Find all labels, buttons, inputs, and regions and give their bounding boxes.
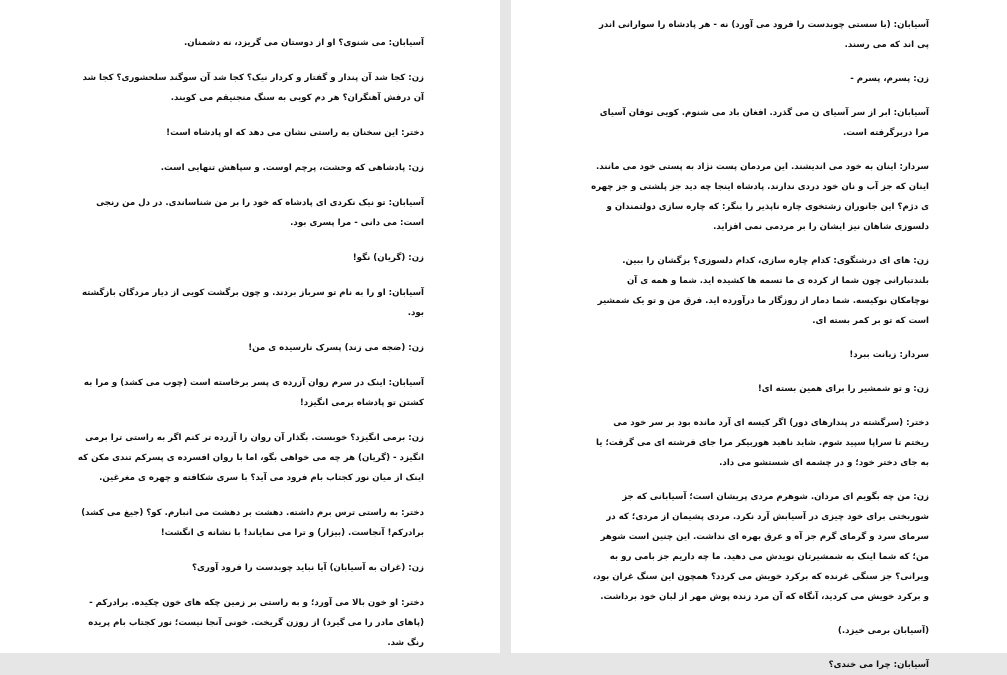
paragraph: زن: و تو شمشیر را برای همین بسته ای! [757,384,929,394]
paragraph: آسیابان: چرا می خندی؟ [828,660,929,670]
paragraph: آسیابان: تو نیک نکردی ای پادشاه که خود را بر من شناساندی. در دل من رنجی است: می دانی - مرا پسری بود. [96,198,424,228]
paragraph: زن: (ضجه می زند) پسرک نارسیده ی من! [248,343,424,353]
paragraph: آسیابان: اینک در سرم روان آزرده ی پسر برخاسته است (چوب می کشد) و مرا به کشتن تو پادشاه برمی انگیزد! [83,378,424,408]
paragraph: آسیابان: (با سستی چوبدست را فرود می آورد) نه - هر پادشاه را سوارانی اندر پی اند که می رسند. [598,20,929,50]
document-page-left [0,0,500,653]
paragraph: سردار: زبانت ببرد! [849,350,929,360]
paragraph: زن: (گریان) نگو! [352,253,424,263]
paragraph: زن: من چه بگویم ای مردان. شوهرم مردی پریشان است؛ آسیابانی که جز شوربختی برای خود چیزی در آسیابش آرد نکرد. مردی پشیمان از مردی؛ که در سرمای سرد و گرمای گرم جز آه و عرق بهره ای نداشت. این چنین است شوهر من؛ که شما اینک به شمشیرتان نویدش می دهید. ما چه داریم جز بامی رو به ویرانی؟ جز سنگی غرنده که برکرد خویش می کردد؟ همچون این سنگ غران بود، و برکرد خویش می کردید، آنگاه که آن مرد زنده پوش مهر از لبان خود برداشت. [592,492,929,602]
paragraph: دختر: (سرگشته در پندارهای دور) اگر کیسه ای آرد مانده بود بر سر خود می ریختم تا سراپا سپید شوم. شاید ناهید هوربیکر مرا جای فرشته ای می گرفت؛ یا به جای دختر خود؛ و در چشمه ای شستشو می داد. [596,418,929,468]
paragraph: (آسیابان برمی خیزد.) [837,626,929,636]
paragraph: زن: های ای درشتگوی: کدام چاره سازی، کدام دلسوزی؟ بزگشان را ببین. بلندتبارانی چون شما از کرده ی ما تسمه ها کشیده اید. شما و همه ی آن نوچامکان نوکیسه. شما دمار از روزگار ما درآورده اید. فرق من و تو یک شمشیر است که تو بر کمر بسته ای. [597,256,929,326]
paragraph: آسیابان: او را به نام تو سرباز بردند. و چون برگشت کویی از دیار مردگان بازگشته بود. [81,288,424,318]
paragraph: زن: پسرم، پسرم - [850,74,929,84]
paragraph: آسیابان: ابر از سر آسیای ن می گذرد. افغان باد می شنوم. کویی توفان آسیای مرا دربرگرفته است. [599,108,929,138]
paragraph: آسیابان: می شنوی؟ او از دوستان می گریزد، نه دشمنان. [184,38,424,48]
document-page-right [511,0,1007,670]
paragraph: دختر: او خون بالا می آورد؛ و به راستی بر زمین چکه های خون چکیده. برادرکم - (پاهای مادر را می گیرد) از روزن گریخت. خونی آنجا نیست؛ نور کجتاب بام پریده رنگ شد. [88,598,424,648]
paragraph: دختر: به راستی ترس برم داشته. دهشت بر دهشت می انبارم. کو؟ (جیغ می کشد) برادرکم! آنجاست. (بیزار) و ترا می نمایاند! با نشانه ی انگشت! [81,508,424,538]
paragraph: زن: کجا شد آن پندار و گفتار و کردار نیک؟ کجا شد آن سوگند سلحشوری؟ کجا شد آن درفش آهنگران؟ هر دم کویی به سنگ منجنیقم می کوبند. [82,73,424,103]
paragraph: زن: برمی انگیزد؟ خوبست. بگذار آن روان را آزرده تر کنم اگر به راستی ترا برمی انگیزد - (گریان) هر چه می خواهی بگو، اما با روان افسرده ی پسرکم تندی مکن که اینک از میان نور کجتاب بام فرود می آید؟ با سری شکافته و چهره ی مغرغین. [77,433,424,483]
paragraph: زن: پادشاهی که وحشت، پرچم اوست. و سپاهش تنهایی است. [160,163,424,173]
paragraph: دختر: این سخنان به راستی نشان می دهد که او پادشاه است! [166,128,424,138]
paragraph: سردار: اینان به خود می اندیشند. این مردمان پست نژاد به پستی خود می مانند. اینان که جز آب و نان خود دردی ندارند. پادشاه اینجا چه دید جز پلشتی و جز چهره ی دژم؟ این جانوران زشتخوی چاره ناپذیر را بنگر: که چاره سازی دولتمندان و دلسوزی شاهان نیز ایشان را بر مردمی نمی افزاید. [591,162,929,232]
paragraph: زن: (غران به آسیابان) آیا نباید چوبدست را فرود آوری؟ [192,563,424,573]
